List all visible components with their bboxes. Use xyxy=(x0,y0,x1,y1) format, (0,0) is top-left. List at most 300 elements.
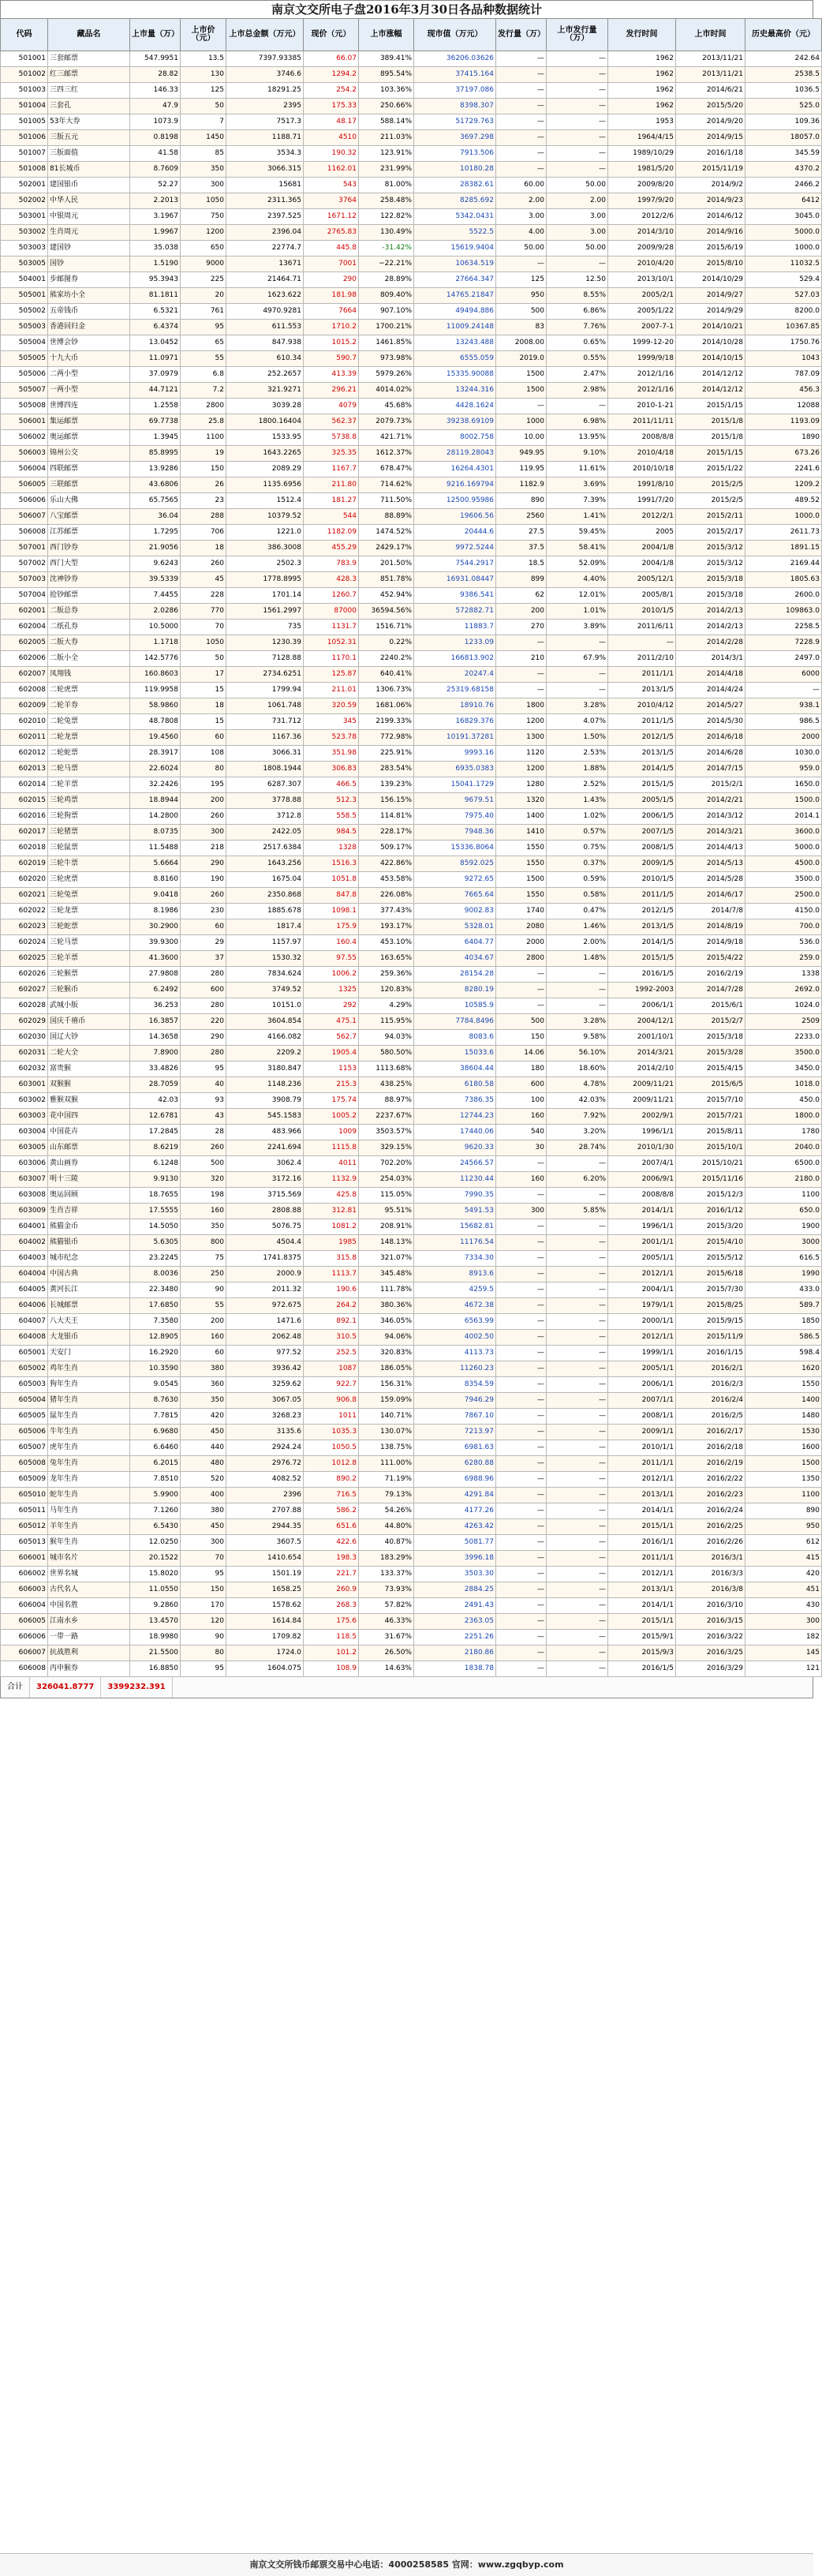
table-cell: 2014/6/28 xyxy=(676,746,745,762)
table-cell: 十九大币 xyxy=(48,351,130,367)
table-cell: 2016/2/4 xyxy=(676,1393,745,1409)
table-cell: 14.63% xyxy=(359,1661,414,1677)
table-cell: 2007/1/1 xyxy=(608,1393,676,1409)
table-row xyxy=(1,335,822,351)
table-cell: 17.5555 xyxy=(130,1204,181,1219)
table-cell: 150 xyxy=(496,1030,547,1046)
table-cell: 1953 xyxy=(608,114,676,130)
table-cell: 2010/4/20 xyxy=(608,256,676,272)
table-cell: 2005/1/5 xyxy=(608,793,676,809)
table-cell: 8.7609 xyxy=(130,162,181,178)
table-cell: 1050.5 xyxy=(304,1440,359,1456)
table-cell: 39.9300 xyxy=(130,935,181,951)
table-cell: 503003 xyxy=(1,241,48,256)
table-cell: — xyxy=(547,1646,608,1661)
table-cell: 603003 xyxy=(1,1109,48,1125)
table-cell: 7.8900 xyxy=(130,1046,181,1061)
table-cell: 380 xyxy=(181,1503,226,1519)
table-cell: 2014/2/10 xyxy=(608,1061,676,1077)
table-cell: — xyxy=(496,1188,547,1204)
table-row xyxy=(1,1598,822,1614)
table-cell: 501002 xyxy=(1,67,48,83)
table-cell: 3268.23 xyxy=(226,1409,304,1425)
table-cell: 2016/2/22 xyxy=(676,1472,745,1488)
table-cell: 三轮虎票 xyxy=(48,872,130,888)
table-cell: 2014/2/13 xyxy=(676,620,745,635)
table-cell: 1132.9 xyxy=(304,1172,359,1188)
table-cell: 4002.50 xyxy=(414,1330,496,1346)
table-row xyxy=(1,1188,822,1204)
table-cell: 3180.847 xyxy=(226,1061,304,1077)
table-cell: 1808.1944 xyxy=(226,762,304,777)
table-cell: 1018.0 xyxy=(745,1077,822,1093)
table-cell: 1200 xyxy=(181,225,226,241)
table-cell: 28.82 xyxy=(130,67,181,83)
table-cell: 5979.26% xyxy=(359,367,414,383)
table-cell: 483.966 xyxy=(226,1125,304,1140)
table-cell: 二轮虎票 xyxy=(48,683,130,698)
table-cell: 山东邮票 xyxy=(48,1140,130,1156)
table-cell: 252.5 xyxy=(304,1346,359,1361)
table-cell: 1000 xyxy=(496,414,547,430)
table-cell: 一带一路 xyxy=(48,1630,130,1646)
table-cell: — xyxy=(547,1361,608,1377)
table-cell: 8913.6 xyxy=(414,1267,496,1282)
table-cell: 445.8 xyxy=(304,241,359,256)
table-cell: 八大天王 xyxy=(48,1314,130,1330)
table-cell: 1671.12 xyxy=(304,209,359,225)
table-cell: 2014/12/12 xyxy=(676,367,745,383)
table-cell: 1233.09 xyxy=(414,635,496,651)
table-row xyxy=(1,1646,822,1661)
table-cell: 59.45% xyxy=(547,525,608,541)
table-cell: — xyxy=(496,983,547,998)
table-cell: — xyxy=(547,1235,608,1251)
table-row xyxy=(1,1219,822,1235)
table-cell: 228 xyxy=(181,588,226,604)
table-cell: 1710.2 xyxy=(304,320,359,335)
table-cell: 95.3943 xyxy=(130,272,181,288)
table-cell: 21.9056 xyxy=(130,541,181,556)
table-cell: 2004/1/8 xyxy=(608,541,676,556)
table-cell: 9993.16 xyxy=(414,746,496,762)
table-cell: 949.95 xyxy=(496,446,547,462)
table-cell: 590.7 xyxy=(304,351,359,367)
table-row xyxy=(1,225,822,241)
table-cell: 双猴猴 xyxy=(48,1077,130,1093)
table-cell: 2884.25 xyxy=(414,1582,496,1598)
table-cell: 87000 xyxy=(304,604,359,620)
table-row xyxy=(1,762,822,777)
table-cell: 507004 xyxy=(1,588,48,604)
table-row xyxy=(1,1140,822,1156)
table-cell: 5000.0 xyxy=(745,225,822,241)
table-cell: 1989/10/29 xyxy=(608,146,676,162)
table-cell: 602026 xyxy=(1,967,48,983)
table-cell: 190 xyxy=(181,872,226,888)
table-cell: 505001 xyxy=(1,288,48,304)
table-cell: 2014/7/28 xyxy=(676,983,745,998)
table-cell: 160 xyxy=(181,1330,226,1346)
table-cell: 922.7 xyxy=(304,1377,359,1393)
table-cell: 616.5 xyxy=(745,1251,822,1267)
table-cell: 346.05% xyxy=(359,1314,414,1330)
table-cell: 0.37% xyxy=(547,856,608,872)
table-cell: 18.8944 xyxy=(130,793,181,809)
table-row xyxy=(1,130,822,146)
table-cell: 2014/10/29 xyxy=(676,272,745,288)
table-cell: 14.2800 xyxy=(130,809,181,825)
table-cell: 2014/9/2 xyxy=(676,178,745,193)
table-cell: 950 xyxy=(745,1519,822,1535)
table-cell: 2014/10/21 xyxy=(676,320,745,335)
table-cell: 2010/1/5 xyxy=(608,872,676,888)
table-cell: 606001 xyxy=(1,1551,48,1567)
table-cell: 11.0971 xyxy=(130,351,181,367)
table-cell: 651.6 xyxy=(304,1519,359,1535)
table-cell: 605002 xyxy=(1,1361,48,1377)
table-cell: 605013 xyxy=(1,1535,48,1551)
table-cell: 11.61% xyxy=(547,462,608,477)
table-cell: 2015/10/21 xyxy=(676,1156,745,1172)
table-cell: 290 xyxy=(304,272,359,288)
table-cell: 2350.868 xyxy=(226,888,304,904)
table-cell: 523.78 xyxy=(304,730,359,746)
table-cell: 19.4560 xyxy=(130,730,181,746)
table-cell: 1501.19 xyxy=(226,1567,304,1582)
table-cell: 马年生肖 xyxy=(48,1503,130,1519)
table-cell: 602021 xyxy=(1,888,48,904)
table-cell: 1052.31 xyxy=(304,635,359,651)
table-cell: 602005 xyxy=(1,635,48,651)
table-cell: — xyxy=(496,1456,547,1472)
table-cell: 605011 xyxy=(1,1503,48,1519)
table-row xyxy=(1,1456,822,1472)
table-cell: 283.54% xyxy=(359,762,414,777)
table-cell: — xyxy=(547,99,608,114)
table-cell: 13.5 xyxy=(181,51,226,67)
table-cell: 5342.0431 xyxy=(414,209,496,225)
table-cell: 1115.8 xyxy=(304,1140,359,1156)
table-cell: — xyxy=(547,83,608,99)
summary-total-amount: 326041.8777 xyxy=(30,1677,101,1698)
table-cell: 501006 xyxy=(1,130,48,146)
table-cell: 3045.0 xyxy=(745,209,822,225)
table-cell: 2014/4/24 xyxy=(676,683,745,698)
table-cell: 13243.488 xyxy=(414,335,496,351)
table-cell: 1320 xyxy=(496,793,547,809)
table-cell: 109.36 xyxy=(745,114,822,130)
table-cell: 2395 xyxy=(226,99,304,114)
table-cell: 15041.1729 xyxy=(414,777,496,793)
table-cell: 2560 xyxy=(496,509,547,525)
table-cell: 415 xyxy=(745,1551,822,1567)
table-cell: 2016/3/10 xyxy=(676,1598,745,1614)
table-cell: 16829.376 xyxy=(414,714,496,730)
table-cell: 543 xyxy=(304,178,359,193)
table-cell: — xyxy=(496,83,547,99)
table-cell: 7990.35 xyxy=(414,1188,496,1204)
table-cell: 37.0979 xyxy=(130,367,181,383)
table-cell: 2013/1/1 xyxy=(608,1488,676,1503)
table-cell: 2006/1/1 xyxy=(608,998,676,1014)
table-cell: 101.2 xyxy=(304,1646,359,1661)
table-cell: 7334.30 xyxy=(414,1251,496,1267)
table-cell: 133.37% xyxy=(359,1567,414,1582)
table-cell: 501001 xyxy=(1,51,48,67)
table-cell: 2015/2/5 xyxy=(676,493,745,509)
table-cell: — xyxy=(496,1567,547,1582)
table-cell: 259.36% xyxy=(359,967,414,983)
table-cell: 10180.28 xyxy=(414,162,496,178)
table-cell: 425.8 xyxy=(304,1188,359,1204)
table-cell: 119.95 xyxy=(496,462,547,477)
table-cell: 2015/1/8 xyxy=(676,430,745,446)
table-row xyxy=(1,1425,822,1440)
table-cell: 国钞 xyxy=(48,256,130,272)
table-cell: 10191.37281 xyxy=(414,730,496,746)
table-cell: 3.20% xyxy=(547,1125,608,1140)
table-cell: 2199.33% xyxy=(359,714,414,730)
table-cell: 280 xyxy=(181,998,226,1014)
footer-text: 南京文交所钱币邮票交易中心电话：4000258585 官网：www.zgqbyp.com xyxy=(249,2559,564,2570)
table-cell: 2014/6/18 xyxy=(676,730,745,746)
table-cell: 422.86% xyxy=(359,856,414,872)
table-cell: — xyxy=(496,1298,547,1314)
table-cell: 2015/2/11 xyxy=(676,509,745,525)
table-cell: 1011 xyxy=(304,1409,359,1425)
table-cell: 建国银币 xyxy=(48,178,130,193)
table-cell: 503002 xyxy=(1,225,48,241)
table-cell: 2.0286 xyxy=(130,604,181,620)
table-cell: — xyxy=(496,130,547,146)
table-cell: — xyxy=(496,1235,547,1251)
table-row xyxy=(1,1519,822,1535)
table-cell: 3.89% xyxy=(547,620,608,635)
table-cell: 10.00 xyxy=(496,430,547,446)
table-cell: 562.7 xyxy=(304,1030,359,1046)
table-cell: 455.29 xyxy=(304,541,359,556)
table-cell: 武城小版 xyxy=(48,998,130,1014)
table-cell: 345.48% xyxy=(359,1267,414,1282)
table-cell: 27.5 xyxy=(496,525,547,541)
table-cell: 1043 xyxy=(745,351,822,367)
table-row xyxy=(1,1204,822,1219)
table-cell: 507002 xyxy=(1,556,48,572)
table-cell: 986.5 xyxy=(745,714,822,730)
table-cell: 2012/1/5 xyxy=(608,904,676,919)
table-cell: 562.37 xyxy=(304,414,359,430)
column-header: 现市值（万元） xyxy=(414,19,496,51)
table-cell: 450.0 xyxy=(745,1093,822,1109)
table-row xyxy=(1,367,822,383)
table-cell: 16931.08447 xyxy=(414,572,496,588)
table-row xyxy=(1,1614,822,1630)
table-cell: 2.98% xyxy=(547,383,608,399)
table-cell: 2014/2/21 xyxy=(676,793,745,809)
table-cell: 35.038 xyxy=(130,241,181,256)
table-cell: 2397.525 xyxy=(226,209,304,225)
table-cell: 90 xyxy=(181,1630,226,1646)
table-cell: 1999-12-20 xyxy=(608,335,676,351)
table-cell: 19 xyxy=(181,446,226,462)
table-cell: 603001 xyxy=(1,1077,48,1093)
table-cell: 三轮牛票 xyxy=(48,856,130,872)
table-cell: 420 xyxy=(745,1567,822,1582)
table-cell: 8354.59 xyxy=(414,1377,496,1393)
table-cell: 凤翔钱 xyxy=(48,667,130,683)
table-cell: 505003 xyxy=(1,320,48,335)
table-cell: 7386.35 xyxy=(414,1093,496,1109)
table-cell: 12.6781 xyxy=(130,1109,181,1125)
table-cell: 2014/6/12 xyxy=(676,209,745,225)
table-cell: 389.41% xyxy=(359,51,414,67)
table-cell: 虎年生肖 xyxy=(48,1440,130,1456)
table-cell: 4672.38 xyxy=(414,1298,496,1314)
table-cell: 2000 xyxy=(496,935,547,951)
table-cell: 612 xyxy=(745,1535,822,1551)
table-cell: 605005 xyxy=(1,1409,48,1425)
table-cell: 506003 xyxy=(1,446,48,462)
table-cell: 252.2657 xyxy=(226,367,304,383)
table-cell: 36594.56% xyxy=(359,604,414,620)
table-cell: — xyxy=(547,1346,608,1361)
table-cell: 2014/10/15 xyxy=(676,351,745,367)
table-cell: 5522.5 xyxy=(414,225,496,241)
table-cell: 14.3658 xyxy=(130,1030,181,1046)
table-cell: 2000/1/1 xyxy=(608,1314,676,1330)
table-cell: 175.74 xyxy=(304,1093,359,1109)
table-cell: 2016/2/19 xyxy=(676,1456,745,1472)
table-cell: 2808.88 xyxy=(226,1204,304,1219)
table-cell: 2014/9/27 xyxy=(676,288,745,304)
table-cell: 1.88% xyxy=(547,762,608,777)
table-cell: 600 xyxy=(496,1077,547,1093)
table-cell: 180 xyxy=(496,1061,547,1077)
table-cell: 9972.5244 xyxy=(414,541,496,556)
table-row xyxy=(1,114,822,130)
table-cell: 1778.8995 xyxy=(226,572,304,588)
table-cell: — xyxy=(496,1551,547,1567)
table-cell: 1500 xyxy=(745,1456,822,1472)
table-cell: 602023 xyxy=(1,919,48,935)
table-cell: 181.98 xyxy=(304,288,359,304)
table-cell: 6.98% xyxy=(547,414,608,430)
table-cell: 18.60% xyxy=(547,1061,608,1077)
table-row xyxy=(1,1377,822,1393)
table-cell: 44.80% xyxy=(359,1519,414,1535)
table-cell: 605007 xyxy=(1,1440,48,1456)
table-cell: 9000 xyxy=(181,256,226,272)
table-cell: 603004 xyxy=(1,1125,48,1140)
table-cell: 2241.6 xyxy=(745,462,822,477)
table-cell: 1985 xyxy=(304,1235,359,1251)
table-cell: 18291.25 xyxy=(226,83,304,99)
table-row xyxy=(1,1030,822,1046)
table-cell: 6.1248 xyxy=(130,1156,181,1172)
table-cell: 906.8 xyxy=(304,1393,359,1409)
table-cell: 1098.1 xyxy=(304,904,359,919)
table-cell: 58.9860 xyxy=(130,698,181,714)
table-cell: 9.2860 xyxy=(130,1598,181,1614)
table-cell: 650 xyxy=(181,241,226,256)
table-cell: 3067.05 xyxy=(226,1393,304,1409)
table-cell: 2016/3/29 xyxy=(676,1661,745,1677)
table-cell: 400 xyxy=(181,1488,226,1503)
table-cell: 602001 xyxy=(1,604,48,620)
table-cell: — xyxy=(547,1409,608,1425)
table-row xyxy=(1,430,822,446)
table-row xyxy=(1,1346,822,1361)
table-cell: 2012/1/1 xyxy=(608,1330,676,1346)
table-cell: 中华人民 xyxy=(48,193,130,209)
table-cell: 602015 xyxy=(1,793,48,809)
table-cell: 52.09% xyxy=(547,556,608,572)
table-cell: 588.14% xyxy=(359,114,414,130)
table-cell: 598.4 xyxy=(745,1346,822,1361)
table-cell: 2008/1/5 xyxy=(608,841,676,856)
table-cell: 350 xyxy=(181,1219,226,1235)
table-cell: 525.0 xyxy=(745,99,822,114)
table-cell: 606003 xyxy=(1,1582,48,1598)
table-cell: 506005 xyxy=(1,477,48,493)
table-cell: 8592.025 xyxy=(414,856,496,872)
table-row xyxy=(1,1156,822,1172)
table-cell: 2180.86 xyxy=(414,1646,496,1661)
table-cell: 丙申猴券 xyxy=(48,1661,130,1677)
table-cell: 2015/10/1 xyxy=(676,1140,745,1156)
table-cell: 3.00 xyxy=(496,209,547,225)
table-cell: 88.89% xyxy=(359,509,414,525)
table-cell: 75 xyxy=(181,1251,226,1267)
table-cell: 二轮羊票 xyxy=(48,777,130,793)
table-cell: 18 xyxy=(181,541,226,556)
table-cell: 兔年生肖 xyxy=(48,1456,130,1472)
table-cell: 1148.236 xyxy=(226,1077,304,1093)
table-cell: 2013/10/1 xyxy=(608,272,676,288)
table-cell: 386.3008 xyxy=(226,541,304,556)
table-cell: 140.71% xyxy=(359,1409,414,1425)
table-cell: — xyxy=(496,1661,547,1677)
column-header: 上市涨幅 xyxy=(359,19,414,51)
table-cell: 544 xyxy=(304,509,359,525)
table-cell: — xyxy=(547,1598,608,1614)
table-row xyxy=(1,1361,822,1377)
table-cell: 851.78% xyxy=(359,572,414,588)
table-cell: 325.35 xyxy=(304,446,359,462)
table-cell: 50.00 xyxy=(496,241,547,256)
table-row xyxy=(1,746,822,762)
table-row xyxy=(1,1472,822,1488)
table-cell: — xyxy=(496,1219,547,1235)
table-cell: 3172.16 xyxy=(226,1172,304,1188)
table-cell: 13.95% xyxy=(547,430,608,446)
table-cell: — xyxy=(547,1330,608,1346)
table-cell: 605001 xyxy=(1,1346,48,1361)
table-cell: — xyxy=(496,1251,547,1267)
table-cell: 81.00% xyxy=(359,178,414,193)
table-cell: 604006 xyxy=(1,1298,48,1314)
table-cell: 2014/2/13 xyxy=(676,604,745,620)
table-cell: — xyxy=(496,1393,547,1409)
table-cell: 440 xyxy=(181,1440,226,1456)
table-cell: 7128.88 xyxy=(226,651,304,667)
table-cell: 30 xyxy=(496,1140,547,1156)
table-row xyxy=(1,777,822,793)
table-cell: 80 xyxy=(181,1646,226,1661)
table-cell: 2015/2/7 xyxy=(676,1014,745,1030)
table-cell: 2538.5 xyxy=(745,67,822,83)
